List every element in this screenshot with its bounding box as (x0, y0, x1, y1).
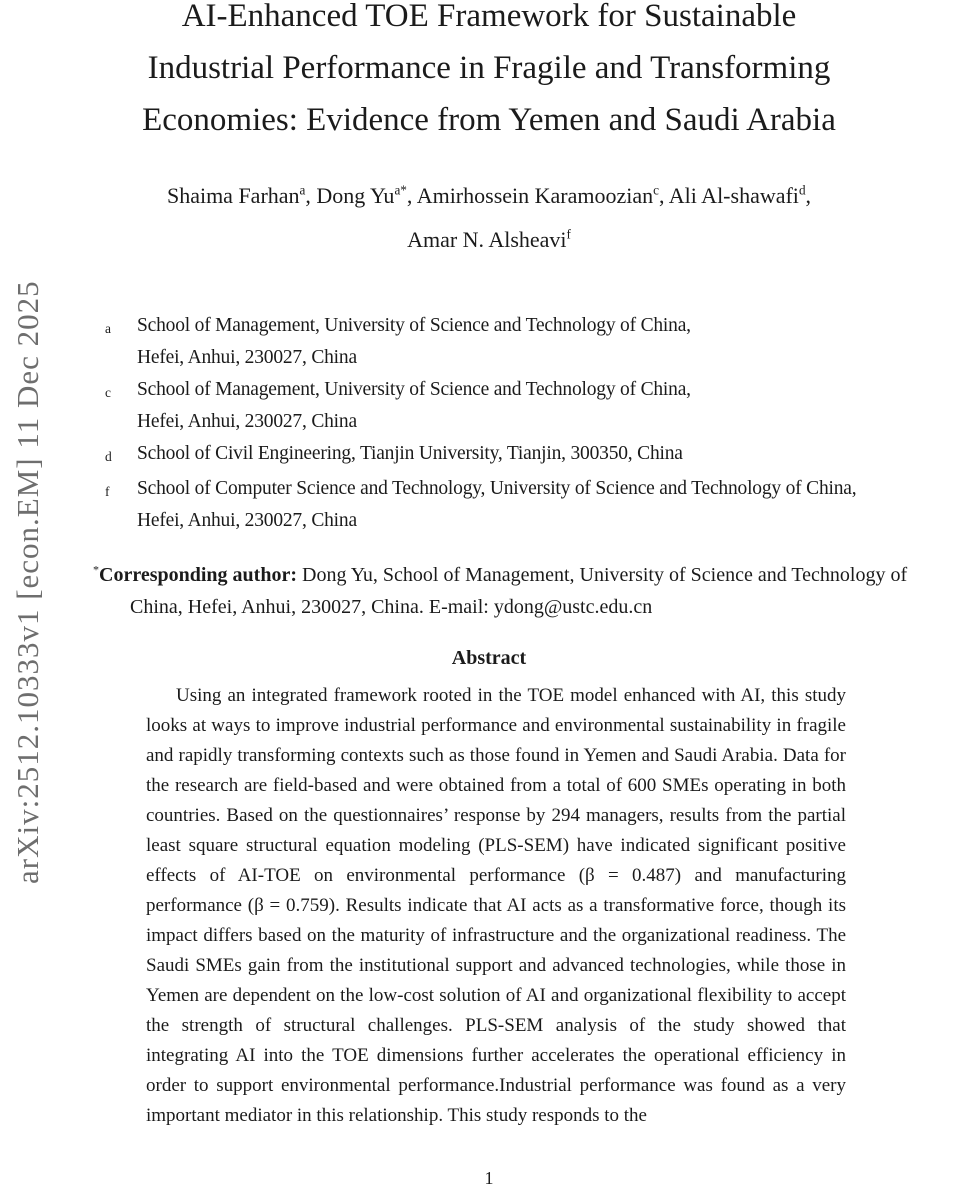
author-affiliation-marker: a (299, 182, 306, 198)
affiliation-row (105, 374, 978, 438)
affiliation-row (105, 473, 978, 537)
affiliation-line: Hefei, Anhui, 230027, China (137, 510, 357, 531)
affiliation-marker: c (105, 385, 111, 400)
author-name: Shaima Farhan$^a$, (166, 182, 311, 208)
abstract-text: Using an integrated framework rooted in the TOE model enhanced with AI, this study looks at ways to improve industrial performance and environmental sustainability in fragile and rapidly transforming contexts such as those found in Yemen and Saudi Arabia. Data for the research are field-based and were obtained from a total of 600 SMEs operating in both countries. Based on the questionnaires’ response by 294 managers, results from the partial least square structural equation modeling (PLS-SEM) have indicated significant positive effects of AI-TOE on environmental performance (β = 0.487) and manufacturing performance (β = 0.759). Results indicate that AI acts as a transformative force, though its impact differs based on the maturity of infrastructure and the organizational readiness. The Saudi SMEs gain from the institutional support and advanced technologies, while those in Yemen are dependent on the low-cost solution of AI and organizational flexibility to accept the strength of structural challenges. PLS-SEM analysis of the study showed that integrating AI into the TOE dimensions further accelerates the operational efficiency in order to support environmental performance.Industrial performance was found as a very important mediator in this relationship. This study responds to the (146, 685, 846, 1126)
title-line-3: Economies: Evidence from Yemen and Saudi Arabia (142, 102, 836, 138)
affiliation-text (137, 438, 978, 473)
corresponding-author-label: Corresponding author: (99, 564, 297, 586)
affiliation-text (137, 374, 978, 438)
author-list (0, 174, 978, 262)
corresponding-author-text: Dong Yu, School of Management, University of Science and Technology of China, Hefei, Anhui, 230027, China. E-mail: ydong@ustc.edu.cn (130, 564, 908, 618)
title-line-1: AI-Enhanced TOE Framework for Sustainable (181, 0, 797, 34)
affiliation-marker: d (105, 449, 112, 464)
author-line-2 (0, 218, 978, 262)
author-name: Amirhossein Karamoozian$^c$, (416, 182, 665, 208)
affiliation-line: School of Civil Engineering, Tianjin University, Tianjin, 300350, China (137, 443, 683, 464)
affiliation-list (105, 310, 978, 537)
affiliation-line: School of Management, University of Science and Technology of China, (137, 379, 691, 400)
author-name: Dong $Yu^{a*}$, (316, 182, 413, 208)
corresponding-author-marker: * (93, 562, 99, 577)
author-line-1 (0, 174, 978, 218)
affiliation-line: Hefei, Anhui, 230027, China (137, 411, 357, 432)
arxiv-watermark: arXiv:2512.10333v1 [econ.EM] 11 Dec 2025 (10, 280, 45, 884)
affiliation-marker: f (105, 484, 110, 499)
affiliation-marker: a (105, 321, 111, 336)
affiliation-text (137, 310, 978, 374)
page-number: 1 (484, 1168, 494, 1188)
abstract-heading: Abstract (451, 647, 527, 669)
author-name: Ali Al-shawafi$^d$, (668, 182, 812, 208)
author-affiliation-marker: c (653, 182, 659, 198)
author-affiliation-marker: a* (394, 182, 407, 198)
affiliation-line: School of Management, University of Science and Technology of China, (137, 315, 691, 336)
author-name: Amar N. Alsheavi$^f$ (407, 226, 571, 252)
affiliation-line: Hefei, Anhui, 230027, China (137, 347, 357, 368)
corresponding-author-note (93, 559, 913, 623)
affiliation-row (105, 310, 978, 374)
author-affiliation-marker: d (798, 182, 806, 198)
affiliation-text (137, 473, 978, 537)
author-affiliation-marker: f (566, 226, 571, 242)
paper-title (50, 0, 928, 146)
title-line-2: Industrial Performance in Fragile and Transforming (147, 50, 831, 86)
affiliation-row (105, 438, 978, 473)
affiliation-line: School of Computer Science and Technology, University of Science and Technology of China, (137, 478, 857, 499)
